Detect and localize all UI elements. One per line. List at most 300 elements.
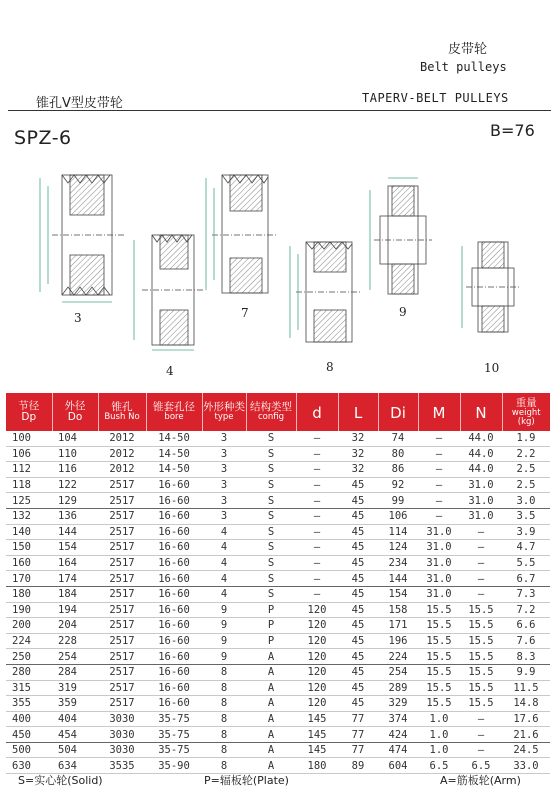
caption-9: 9 [399,305,407,319]
table-cell: 2.5 [502,462,550,478]
pulley-drawing-8 [290,242,362,342]
table-header-row [6,393,550,431]
table-cell: 45 [338,649,378,665]
table-row [6,649,550,665]
table-cell: 4 [202,524,246,540]
table-cell: 9.9 [502,664,550,680]
header-rule [8,110,551,111]
table-cell: 450 [6,727,52,743]
table-cell: 35-75 [146,742,202,758]
table-cell: 45 [338,586,378,602]
table-cell: 32 [338,446,378,462]
table-cell: 315 [6,680,52,696]
table-cell: 140 [6,524,52,540]
table-cell: P [246,618,296,634]
table-cell: 224 [378,649,418,665]
table-cell: – [460,586,502,602]
table-cell: S [246,586,296,602]
header-bush: 锥孔 Bush No [98,393,146,431]
header-m: M [418,393,460,431]
table-cell: 132 [6,508,52,524]
table-row [6,446,550,462]
table-cell: S [246,462,296,478]
table-cell: 45 [338,540,378,556]
table-cell: 374 [378,711,418,727]
table-cell: 120 [296,664,338,680]
header-dp: 节径 Dp [6,393,52,431]
table-cell: 45 [338,602,378,618]
table-cell: A [246,742,296,758]
table-row [6,555,550,571]
table-cell: 112 [6,462,52,478]
table-cell: 3030 [98,711,146,727]
table-cell: 8 [202,696,246,712]
table-cell: 45 [338,493,378,509]
table-cell: 2517 [98,571,146,587]
table-cell: 9 [202,602,246,618]
table-cell: 15.5 [460,633,502,649]
table-cell: 404 [52,711,98,727]
table-cell: 118 [6,477,52,493]
table-cell: – [418,508,460,524]
table-cell: 9 [202,618,246,634]
table-cell: 16-60 [146,618,202,634]
table-cell: 2517 [98,540,146,556]
table-cell: 8 [202,727,246,743]
table-cell: 44.0 [460,462,502,478]
title-chinese: 皮带轮 [448,42,488,57]
table-row [6,524,550,540]
table-cell: 31.0 [418,586,460,602]
table-cell: – [460,711,502,727]
table-cell: 2517 [98,508,146,524]
table-cell: 7.3 [502,586,550,602]
table-cell: S [246,493,296,509]
table-cell: 280 [6,664,52,680]
table-cell: 14.8 [502,696,550,712]
table-cell: 120 [296,680,338,696]
table-cell: 15.5 [460,680,502,696]
table-cell: 184 [52,586,98,602]
table-cell: 164 [52,555,98,571]
table-cell: S [246,524,296,540]
header-di: Di [378,393,418,431]
table-row [6,742,550,758]
table-cell: 2517 [98,664,146,680]
table-cell: 44.0 [460,431,502,446]
table-cell: 15.5 [418,696,460,712]
table-cell: 8 [202,758,246,774]
table-cell: 1.9 [502,431,550,446]
pulley-diagrams [0,150,559,390]
table-cell: – [296,477,338,493]
header-type: 外形种类 type [202,393,246,431]
table-cell: 2.5 [502,477,550,493]
table-cell: 86 [378,462,418,478]
table-cell: 1.0 [418,727,460,743]
table-cell: 8.3 [502,649,550,665]
subtitle-english: TAPERV-BELT PULLEYS [362,91,509,105]
table-row [6,508,550,524]
table-cell: – [296,586,338,602]
table-cell: 3.9 [502,524,550,540]
table-cell: 194 [52,602,98,618]
table-cell: 2517 [98,649,146,665]
table-cell: – [418,493,460,509]
table-cell: 196 [378,633,418,649]
table-cell: 160 [6,555,52,571]
table-cell: 32 [338,431,378,446]
table-cell: 180 [296,758,338,774]
header-weight: 重量 weight (kg) [502,393,550,431]
table-cell: 150 [6,540,52,556]
table-cell: 31.0 [418,555,460,571]
table-cell: 254 [378,664,418,680]
table-cell: 8 [202,680,246,696]
table-cell: 2012 [98,431,146,446]
table-cell: 16-60 [146,508,202,524]
table-cell: 3030 [98,742,146,758]
table-cell: 100 [6,431,52,446]
table-cell: 15.5 [418,664,460,680]
table-cell: 250 [6,649,52,665]
series-label: SPZ-6 [14,127,72,149]
table-cell: 2012 [98,446,146,462]
table-cell: – [296,555,338,571]
table-cell: A [246,758,296,774]
table-cell: – [296,508,338,524]
table-cell: 16-60 [146,493,202,509]
table-cell: 2517 [98,477,146,493]
table-cell: 224 [6,633,52,649]
table-cell: 154 [52,540,98,556]
table-cell: – [296,446,338,462]
table-cell: 2517 [98,602,146,618]
table-cell: 170 [6,571,52,587]
table-cell: 45 [338,633,378,649]
table-cell: 3 [202,493,246,509]
table-cell: 16-60 [146,680,202,696]
table-row [6,493,550,509]
table-cell: A [246,696,296,712]
table-cell: 2517 [98,555,146,571]
table-cell: 15.5 [460,602,502,618]
table-cell: – [296,540,338,556]
table-cell: 4 [202,555,246,571]
table-cell: 7.2 [502,602,550,618]
table-row [6,633,550,649]
table-cell: 144 [378,571,418,587]
table-cell: 15.5 [460,696,502,712]
table-cell: 16-60 [146,649,202,665]
table-cell: 474 [378,742,418,758]
belt-width-label: B=76 [490,121,535,140]
table-cell: 89 [338,758,378,774]
table-cell: 124 [378,540,418,556]
header-do: 外径 Do [52,393,98,431]
table-cell: 32 [338,462,378,478]
caption-10: 10 [484,361,500,375]
table-cell: 1.0 [418,711,460,727]
table-cell: – [460,571,502,587]
table-cell: A [246,649,296,665]
table-cell: 359 [52,696,98,712]
table-cell: 104 [52,431,98,446]
table-cell: 15.5 [418,649,460,665]
table-cell: 45 [338,680,378,696]
table-cell: 45 [338,524,378,540]
title-english: Belt pulleys [420,60,507,74]
table-cell: 45 [338,508,378,524]
pulley-drawing-4 [134,235,204,350]
table-cell: 234 [378,555,418,571]
table-cell: A [246,680,296,696]
table-cell: 228 [52,633,98,649]
table-cell: 77 [338,727,378,743]
table-cell: 144 [52,524,98,540]
table-cell: 92 [378,477,418,493]
table-cell: 1.0 [418,742,460,758]
table-cell: – [460,555,502,571]
table-cell: 16-60 [146,555,202,571]
table-row [6,664,550,680]
table-cell: 4.7 [502,540,550,556]
table-cell: 5.5 [502,555,550,571]
table-cell: 31.0 [460,493,502,509]
table-cell: 77 [338,742,378,758]
table-row [6,431,550,446]
table-cell: 604 [378,758,418,774]
table-cell: 15.5 [460,618,502,634]
table-cell: 136 [52,508,98,524]
table-cell: 45 [338,618,378,634]
table-cell: 16-60 [146,477,202,493]
table-cell: 16-60 [146,524,202,540]
table-cell: 145 [296,727,338,743]
table-cell: 8 [202,711,246,727]
table-cell: 99 [378,493,418,509]
table-cell: 8 [202,742,246,758]
table-cell: 3 [202,446,246,462]
table-cell: 31.0 [418,524,460,540]
table-cell: 6.5 [418,758,460,774]
table-cell: 6.7 [502,571,550,587]
table-row [6,586,550,602]
table-cell: 3030 [98,727,146,743]
table-cell: 4 [202,540,246,556]
header-bore: 锥套孔径 bore [146,393,202,431]
caption-3: 3 [74,311,82,325]
header-d: d [296,393,338,431]
table-cell: 31.0 [418,571,460,587]
table-cell: 2517 [98,696,146,712]
table-cell: 2517 [98,633,146,649]
table-row [6,602,550,618]
table-cell: 9 [202,649,246,665]
legend-plate: P=辐板轮(Plate) [204,774,289,787]
table-cell: 15.5 [418,680,460,696]
table-cell: 74 [378,431,418,446]
table-cell: 45 [338,696,378,712]
table-row [6,462,550,478]
table-cell: 31.0 [460,508,502,524]
table-cell: 180 [6,586,52,602]
table-cell: 2517 [98,493,146,509]
table-cell: 7.6 [502,633,550,649]
table-cell: 289 [378,680,418,696]
table-cell: 110 [52,446,98,462]
table-cell: – [418,477,460,493]
table-cell: 630 [6,758,52,774]
table-cell: 11.5 [502,680,550,696]
table-row [6,618,550,634]
table-cell: 3 [202,431,246,446]
table-cell: 31.0 [460,477,502,493]
table-cell: S [246,431,296,446]
table-cell: 3 [202,508,246,524]
table-cell: – [418,446,460,462]
table-cell: 145 [296,742,338,758]
table-cell: 4 [202,571,246,587]
table-cell: 2012 [98,462,146,478]
table-cell: 3 [202,462,246,478]
table-cell: 44.0 [460,446,502,462]
header-config: 结构类型 config [246,393,296,431]
table-cell: 16-60 [146,602,202,618]
table-cell: 114 [378,524,418,540]
table-cell: 2.2 [502,446,550,462]
table-cell: 125 [6,493,52,509]
table-cell: 2517 [98,524,146,540]
table-cell: – [296,462,338,478]
table-cell: 319 [52,680,98,696]
table-cell: – [296,493,338,509]
table-cell: 120 [296,649,338,665]
table-cell: 14-50 [146,462,202,478]
table-row [6,696,550,712]
table-cell: S [246,508,296,524]
table-cell: 15.5 [460,664,502,680]
pulley-drawing-7 [206,175,278,293]
table-cell: 16-60 [146,696,202,712]
table-cell: 120 [296,633,338,649]
table-cell: 35-75 [146,711,202,727]
table-cell: S [246,446,296,462]
table-cell: 106 [6,446,52,462]
table-cell: 14-50 [146,431,202,446]
table-cell: 3535 [98,758,146,774]
table-cell: 129 [52,493,98,509]
table-cell: 2517 [98,680,146,696]
table-cell: 15.5 [418,633,460,649]
table-cell: – [460,524,502,540]
table-cell: 200 [6,618,52,634]
table-cell: – [460,540,502,556]
table-cell: 145 [296,711,338,727]
table-cell: 355 [6,696,52,712]
table-cell: 120 [296,696,338,712]
table-row [6,680,550,696]
table-cell: 3.0 [502,493,550,509]
table-row [6,571,550,587]
pulley-spec-table [6,393,550,774]
table-cell: 80 [378,446,418,462]
table-cell: 24.5 [502,742,550,758]
table-cell: 454 [52,727,98,743]
table-row [6,540,550,556]
table-cell: 116 [52,462,98,478]
table-cell: 16-60 [146,540,202,556]
table-cell: 120 [296,602,338,618]
table-cell: 16-60 [146,633,202,649]
table-cell: 35-90 [146,758,202,774]
caption-8: 8 [326,360,334,374]
table-cell: 2517 [98,618,146,634]
table-cell: 122 [52,477,98,493]
table-cell: 17.6 [502,711,550,727]
table-cell: 45 [338,555,378,571]
table-cell: 6.5 [460,758,502,774]
table-cell: 2517 [98,586,146,602]
table-cell: – [418,462,460,478]
table-row [6,477,550,493]
header-l: L [338,393,378,431]
table-cell: 254 [52,649,98,665]
table-cell: S [246,571,296,587]
table-cell: 16-60 [146,664,202,680]
table-cell: 6.6 [502,618,550,634]
table-cell: 634 [52,758,98,774]
table-cell: A [246,711,296,727]
header-n: N [460,393,502,431]
subtitle-chinese: 锥孔V型皮带轮 [36,96,123,111]
table-cell: 33.0 [502,758,550,774]
table-cell: 500 [6,742,52,758]
table-cell: 158 [378,602,418,618]
table-cell: A [246,664,296,680]
table-cell: 120 [296,618,338,634]
table-cell: 15.5 [418,602,460,618]
table-cell: 190 [6,602,52,618]
table-cell: 204 [52,618,98,634]
pulley-drawing-9 [370,178,432,294]
caption-7: 7 [241,306,249,320]
legend-arm: A=筋板轮(Arm) [440,774,521,787]
table-row [6,711,550,727]
table-cell: 154 [378,586,418,602]
table-cell: 21.6 [502,727,550,743]
caption-4: 4 [166,364,174,378]
table-cell: 424 [378,727,418,743]
table-cell: 45 [338,571,378,587]
pulley-drawing-10 [462,242,520,332]
table-cell: 31.0 [418,540,460,556]
table-cell: – [418,431,460,446]
table-cell: 16-60 [146,586,202,602]
table-row [6,727,550,743]
table-cell: S [246,477,296,493]
table-cell: 35-75 [146,727,202,743]
table-cell: 329 [378,696,418,712]
table-cell: 9 [202,633,246,649]
table-cell: 15.5 [418,618,460,634]
table-cell: – [460,727,502,743]
table-cell: 8 [202,664,246,680]
table-cell: 45 [338,664,378,680]
table-cell: 15.5 [460,649,502,665]
table-cell: P [246,633,296,649]
table-cell: P [246,602,296,618]
